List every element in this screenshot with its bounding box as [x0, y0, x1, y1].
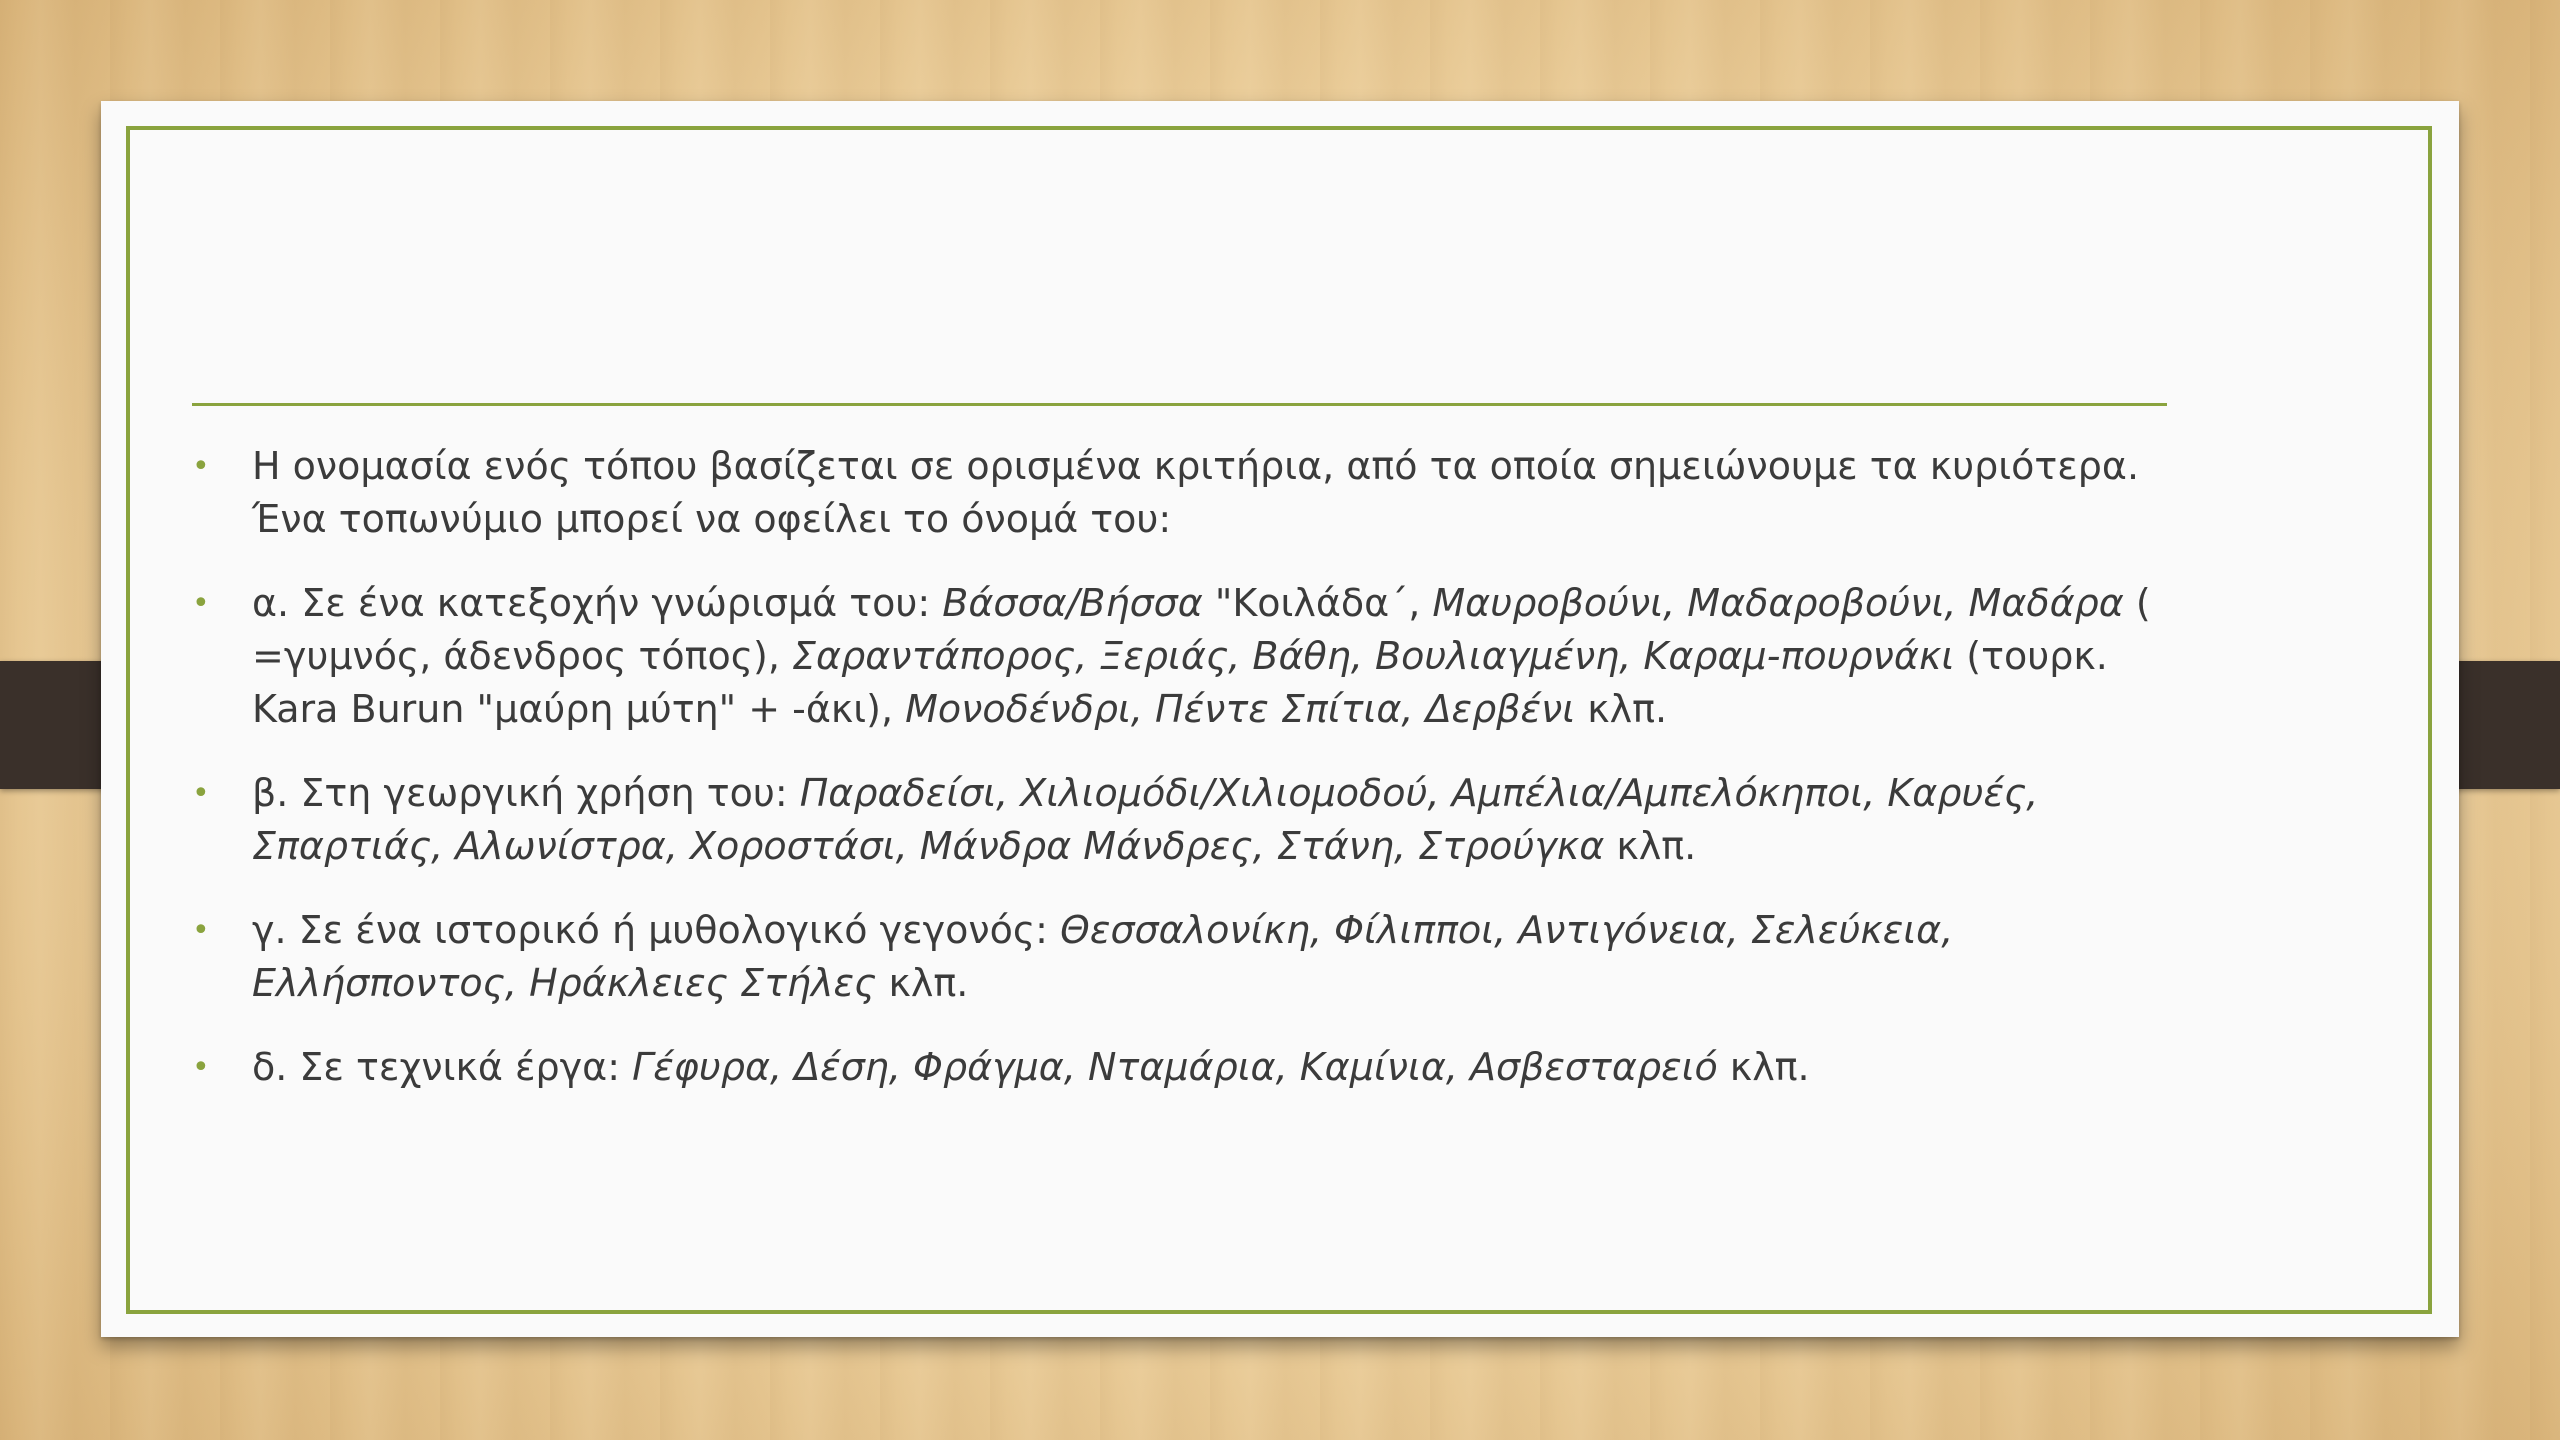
- italic-example-text: Βάσσα/Βήσσα: [942, 581, 1203, 625]
- bullet-marker-icon: •: [192, 586, 210, 621]
- bullet-item: [192, 767, 2172, 873]
- bullet-text-segment: κλπ.: [1575, 687, 1668, 731]
- bullet-marker-icon: •: [192, 776, 210, 811]
- bullet-text: [252, 1045, 1810, 1089]
- slide-body: [192, 440, 2172, 1125]
- bullet-text-segment: κλπ.: [876, 961, 969, 1005]
- bullet-text-segment: ( =γυμνός, άδενδρος τόπος),: [252, 581, 2151, 678]
- italic-example-text: Παραδείσι, Χιλιομόδι/Χιλιομοδού, Αμπέλια/Αμπελόκηποι, Καρυές, Σπαρτιάς, Αλωνίστρα, Χοροστάσι, Μάνδρα Μάνδρες, Στάνη, Στρούγκα: [252, 771, 2039, 868]
- italic-example-text: Μονοδένδρι, Πέντε Σπίτια, Δερβένι: [905, 687, 1576, 731]
- bullet-marker-icon: •: [192, 449, 210, 484]
- italic-example-text: Σαραντάπορος, Ξεριάς, Βάθη, Βουλιαγμένη, Καραμ-πουρνάκι: [792, 634, 1955, 678]
- bullet-text-segment: "Κοιλάδα΄,: [1202, 581, 1433, 625]
- bullet-item: [192, 440, 2172, 546]
- bullet-text-segment: Η ονομασία ενός τόπου βασίζεται σε ορισμένα κριτήρια, από τα οποία σημειώνουμε τα κυριότερα. Ένα τοπωνύμιο μπορεί να οφείλει το όνομά του:: [252, 444, 2140, 541]
- bullet-text: [252, 908, 1953, 1005]
- bullet-text: [252, 771, 2038, 868]
- italic-example-text: Θεσσαλονίκη, Φίλιπποι, Αντιγόνεια, Σελεύκεια, Ελλήσποντος, Ηράκλειες Στήλες: [252, 908, 1954, 1005]
- bullet-text: [252, 581, 2151, 731]
- bullet-marker-icon: •: [192, 1050, 210, 1085]
- bullet-item: [192, 577, 2172, 736]
- bullet-text-segment: α. Σε ένα κατεξοχήν γνώρισμά του:: [252, 581, 943, 625]
- bullet-text-segment: κλπ.: [1717, 1045, 1810, 1089]
- bullet-text-segment: β. Στη γεωργική χρήση του:: [252, 771, 800, 815]
- bullet-item: [192, 1041, 2172, 1094]
- bullet-text-segment: δ. Σε τεχνικά έργα:: [252, 1045, 633, 1089]
- bullet-marker-icon: •: [192, 913, 210, 948]
- bullet-text-segment: (τουρκ. Kara Burun "μαύρη μύτη" + -άκι),: [252, 634, 2108, 731]
- bullet-text-segment: κλπ.: [1604, 824, 1697, 868]
- bullet-text-segment: γ. Σε ένα ιστορικό ή μυθολογικό γεγονός:: [252, 908, 1061, 952]
- bullet-text: [252, 444, 2139, 541]
- italic-example-text: Μαυροβούνι, Μαδαροβούνι, Μαδάρα: [1432, 581, 2124, 625]
- bullet-item: [192, 904, 2172, 1010]
- title-divider: [192, 403, 2167, 406]
- italic-example-text: Γέφυρα, Δέση, Φράγμα, Νταμάρια, Καμίνια, Ασβεσταρειό: [632, 1045, 1718, 1089]
